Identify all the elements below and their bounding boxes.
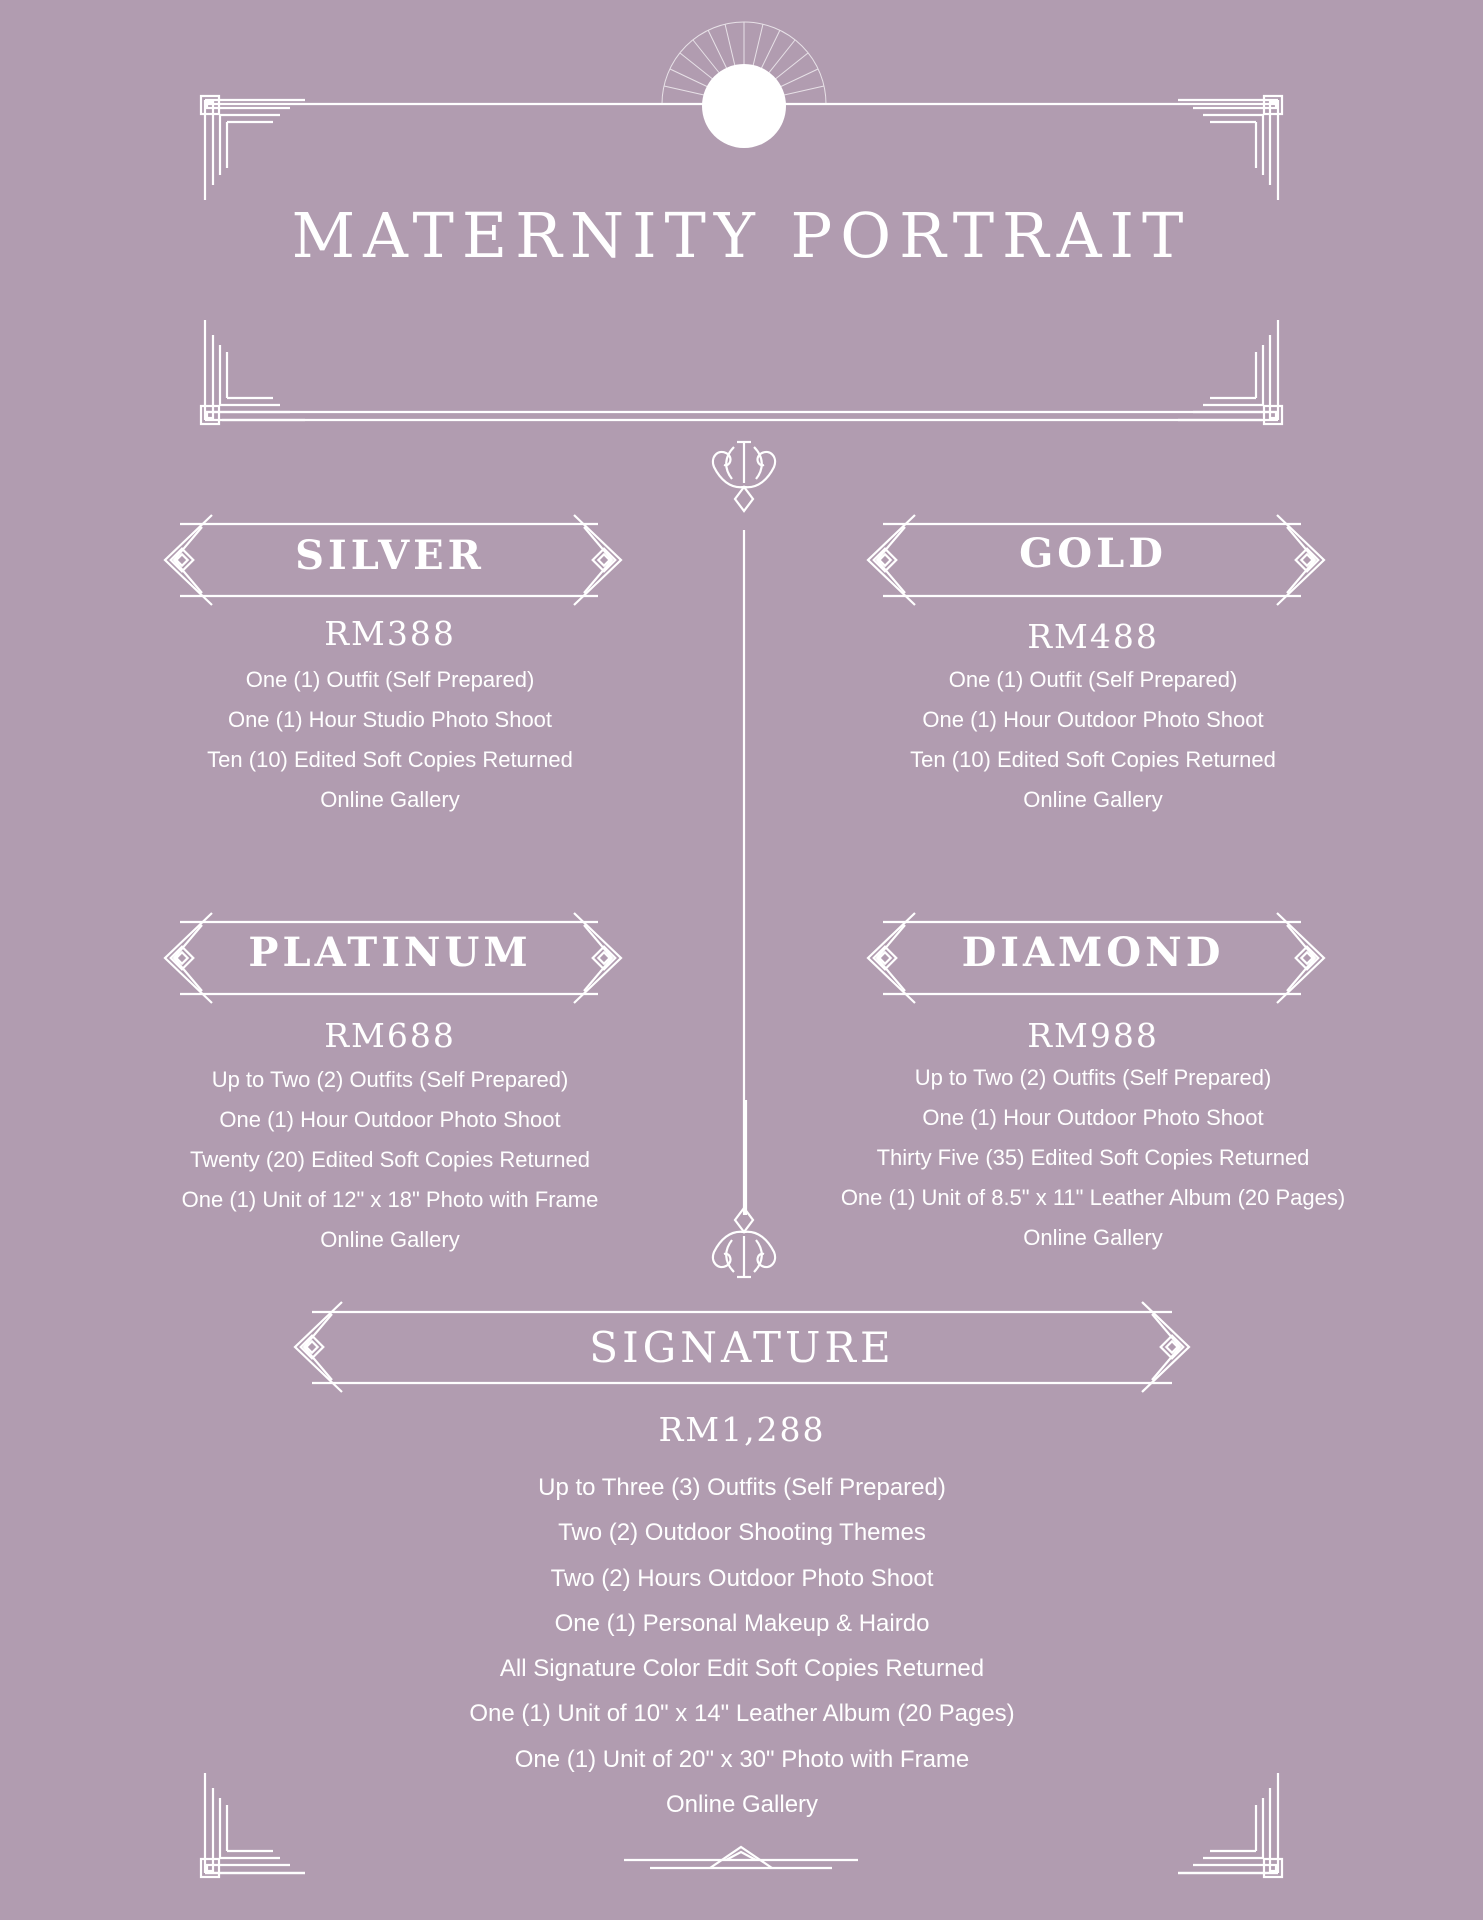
feature-item: Two (2) Hours Outdoor Photo Shoot <box>550 1564 934 1592</box>
package-features-diamond <box>783 1058 1403 1258</box>
feature-item: One (1) Hour Outdoor Photo Shoot <box>922 1105 1264 1130</box>
feature-item: Ten (10) Edited Soft Copies Returned <box>207 747 573 772</box>
feature-item: Online Gallery <box>1023 1225 1163 1250</box>
package-features-signature <box>342 1465 1142 1827</box>
feature-item: Online Gallery <box>1023 787 1163 812</box>
feature-item: One (1) Hour Outdoor Photo Shoot <box>922 707 1264 732</box>
package-title-signature: SIGNATURE <box>589 1323 895 1372</box>
package-price-gold: RM488 <box>1027 617 1159 656</box>
package-features-gold <box>793 660 1393 820</box>
feature-item: Two (2) Outdoor Shooting Themes <box>558 1519 926 1547</box>
feature-item: Up to Two (2) Outfits (Self Prepared) <box>914 1065 1272 1090</box>
feature-item: One (1) Outfit (Self Prepared) <box>245 667 535 692</box>
package-features-platinum <box>90 1060 690 1260</box>
package-title-diamond: DIAMOND <box>961 929 1225 976</box>
feature-item: Online Gallery <box>320 1227 460 1252</box>
feature-item: One (1) Unit of 10" x 14" Leather Album (20 Pages) <box>469 1700 1015 1728</box>
feature-item: Twenty (20) Edited Soft Copies Returned <box>190 1147 590 1172</box>
feature-item: Up to Three (3) Outfits (Self Prepared) <box>538 1474 946 1501</box>
feature-item: One (1) Outfit (Self Prepared) <box>948 667 1238 692</box>
feature-item: One (1) Unit of 12" x 18" Photo with Frame <box>181 1187 599 1212</box>
package-price-signature: RM1,288 <box>658 1410 826 1449</box>
feature-item: One (1) Unit of 20" x 30" Photo with Frame <box>514 1745 970 1773</box>
package-title-platinum: PLATINUM <box>248 929 532 976</box>
feature-item: One (1) Hour Studio Photo Shoot <box>227 707 553 732</box>
package-price-silver: RM388 <box>324 614 456 653</box>
feature-item: All Signature Color Edit Soft Copies Returned <box>499 1655 985 1683</box>
package-title-gold: GOLD <box>1019 530 1167 577</box>
feature-item: One (1) Unit of 8.5" x 11" Leather Album (20 Pages) <box>840 1185 1346 1210</box>
feature-item: Online Gallery <box>320 787 460 812</box>
feature-item: One (1) Hour Outdoor Photo Shoot <box>219 1107 561 1132</box>
feature-item: One (1) Personal Makeup & Hairdo <box>554 1609 930 1637</box>
page-title: MATERNITY PORTRAIT <box>291 199 1192 272</box>
feature-item: Thirty Five (35) Edited Soft Copies Returned <box>876 1145 1310 1170</box>
feature-item: Up to Two (2) Outfits (Self Prepared) <box>211 1067 569 1092</box>
package-price-platinum: RM688 <box>324 1016 456 1055</box>
feature-item: Online Gallery <box>665 1791 819 1819</box>
package-price-diamond: RM988 <box>1027 1016 1159 1055</box>
package-features-silver <box>90 660 690 820</box>
package-title-silver: SILVER <box>295 532 485 579</box>
feature-item: Ten (10) Edited Soft Copies Returned <box>910 747 1276 772</box>
